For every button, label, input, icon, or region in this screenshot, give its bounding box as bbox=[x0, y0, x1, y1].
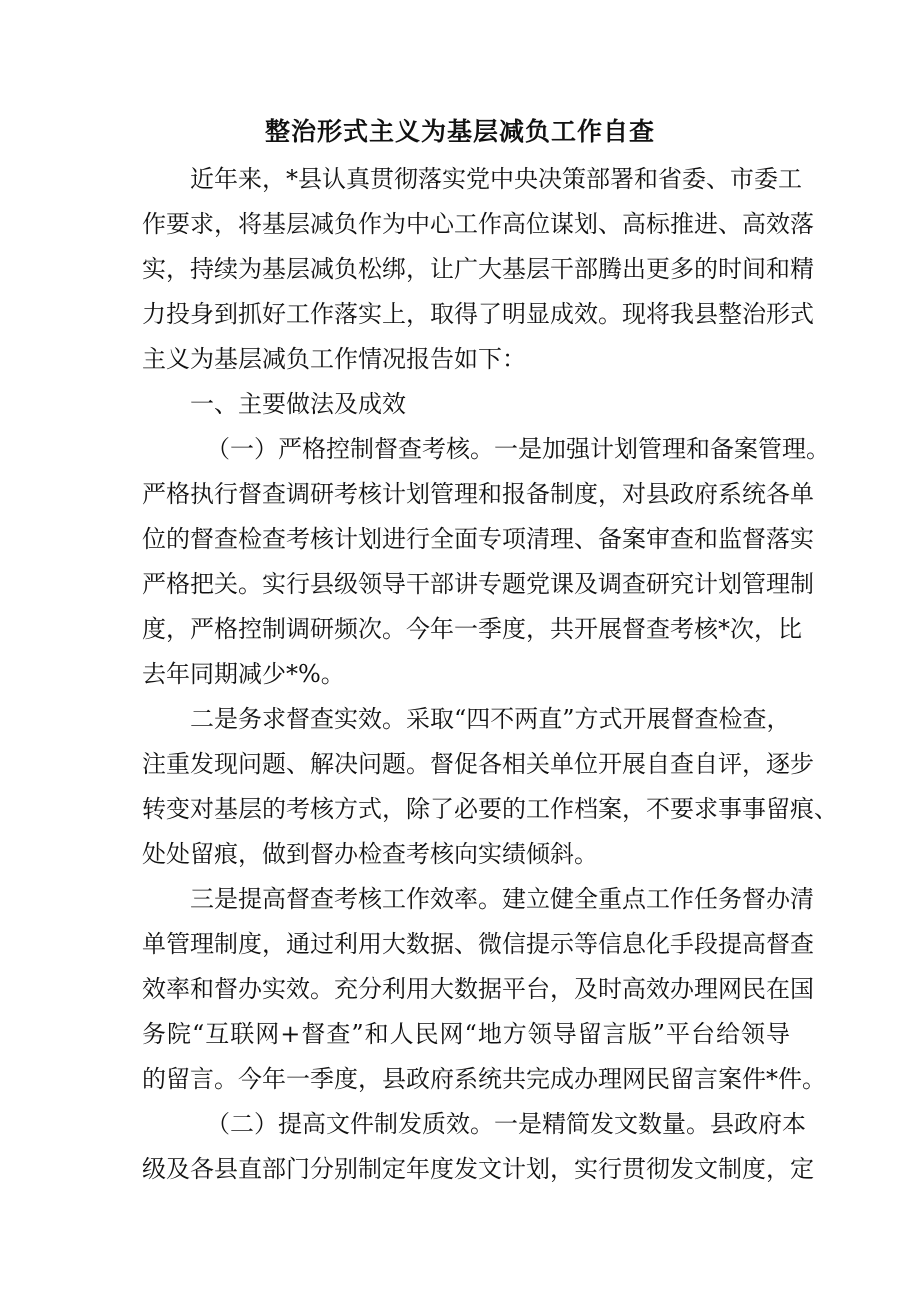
paragraph-line: 注重发现问题、解决问题。督促各相关单位开展自查自评，逐步 bbox=[142, 750, 814, 778]
paragraph-line: 近年来，*县认真贯彻落实党中央决策部署和省委、市委工 bbox=[190, 165, 802, 193]
paragraph-line: 作要求，将基层减负作为中心工作高位谋划、高标推进、高效落 bbox=[142, 210, 814, 238]
document-body bbox=[142, 157, 838, 1192]
section-heading: 一、主要做法及成效 bbox=[190, 390, 406, 418]
paragraph-line: 实，持续为基层减负松绑，让广大基层干部腾出更多的时间和精 bbox=[142, 255, 814, 283]
paragraph-line: 严格把关。实行县级领导干部讲专题党课及调查研究计划管理制 bbox=[142, 570, 814, 598]
paragraph-line: 位的督查检查考核计划进行全面专项清理、备案审查和监督落实 bbox=[142, 525, 814, 553]
paragraph-line: 转变对基层的考核方式，除了必要的工作档案，不要求事事留痕、 bbox=[142, 795, 838, 823]
paragraph-line: 度，严格控制调研频次。今年一季度，共开展督查考核*次，比 bbox=[142, 615, 802, 643]
paragraph-line: 力投身到抓好工作落实上，取得了明显成效。现将我县整治形式 bbox=[142, 300, 814, 328]
paragraph-line: 三是提高督查考核工作效率。建立健全重点工作任务督办清 bbox=[190, 885, 814, 913]
paragraph-line: 去年同期减少*%。 bbox=[142, 660, 345, 688]
subsection-heading-line: （一）严格控制督查考核。一是加强计划管理和备案管理。 bbox=[206, 435, 830, 463]
paragraph-line: 级及各县直部门分别制定年度发文计划，实行贯彻发文制度，定 bbox=[142, 1155, 814, 1183]
subsection-heading-line: （二）提高文件制发质效。一是精简发文数量。县政府本 bbox=[206, 1110, 806, 1138]
paragraph-line: 严格执行督查调研考核计划管理和报备制度，对县政府系统各单 bbox=[142, 480, 814, 508]
paragraph-line: 二是务求督查实效。采取“四不两直”方式开展督查检查， bbox=[190, 705, 791, 733]
paragraph-line: 务院“互联网+督查”和人民网“地方领导留言版”平台给领导 bbox=[142, 1020, 790, 1048]
paragraph-line: 的留言。今年一季度，县政府系统共完成办理网民留言案件*件。 bbox=[142, 1065, 826, 1093]
paragraph-line: 处处留痕，做到督办检查考核向实绩倾斜。 bbox=[142, 840, 598, 868]
document-title: 整治形式主义为基层减负工作自查 bbox=[264, 117, 655, 146]
paragraph-line: 效率和督办实效。充分利用大数据平台，及时高效办理网民在国 bbox=[142, 975, 814, 1003]
paragraph-line: 单管理制度，通过利用大数据、微信提示等信息化手段提高督查 bbox=[142, 930, 814, 958]
paragraph-line: 主义为基层减负工作情况报告如下： bbox=[142, 345, 526, 373]
